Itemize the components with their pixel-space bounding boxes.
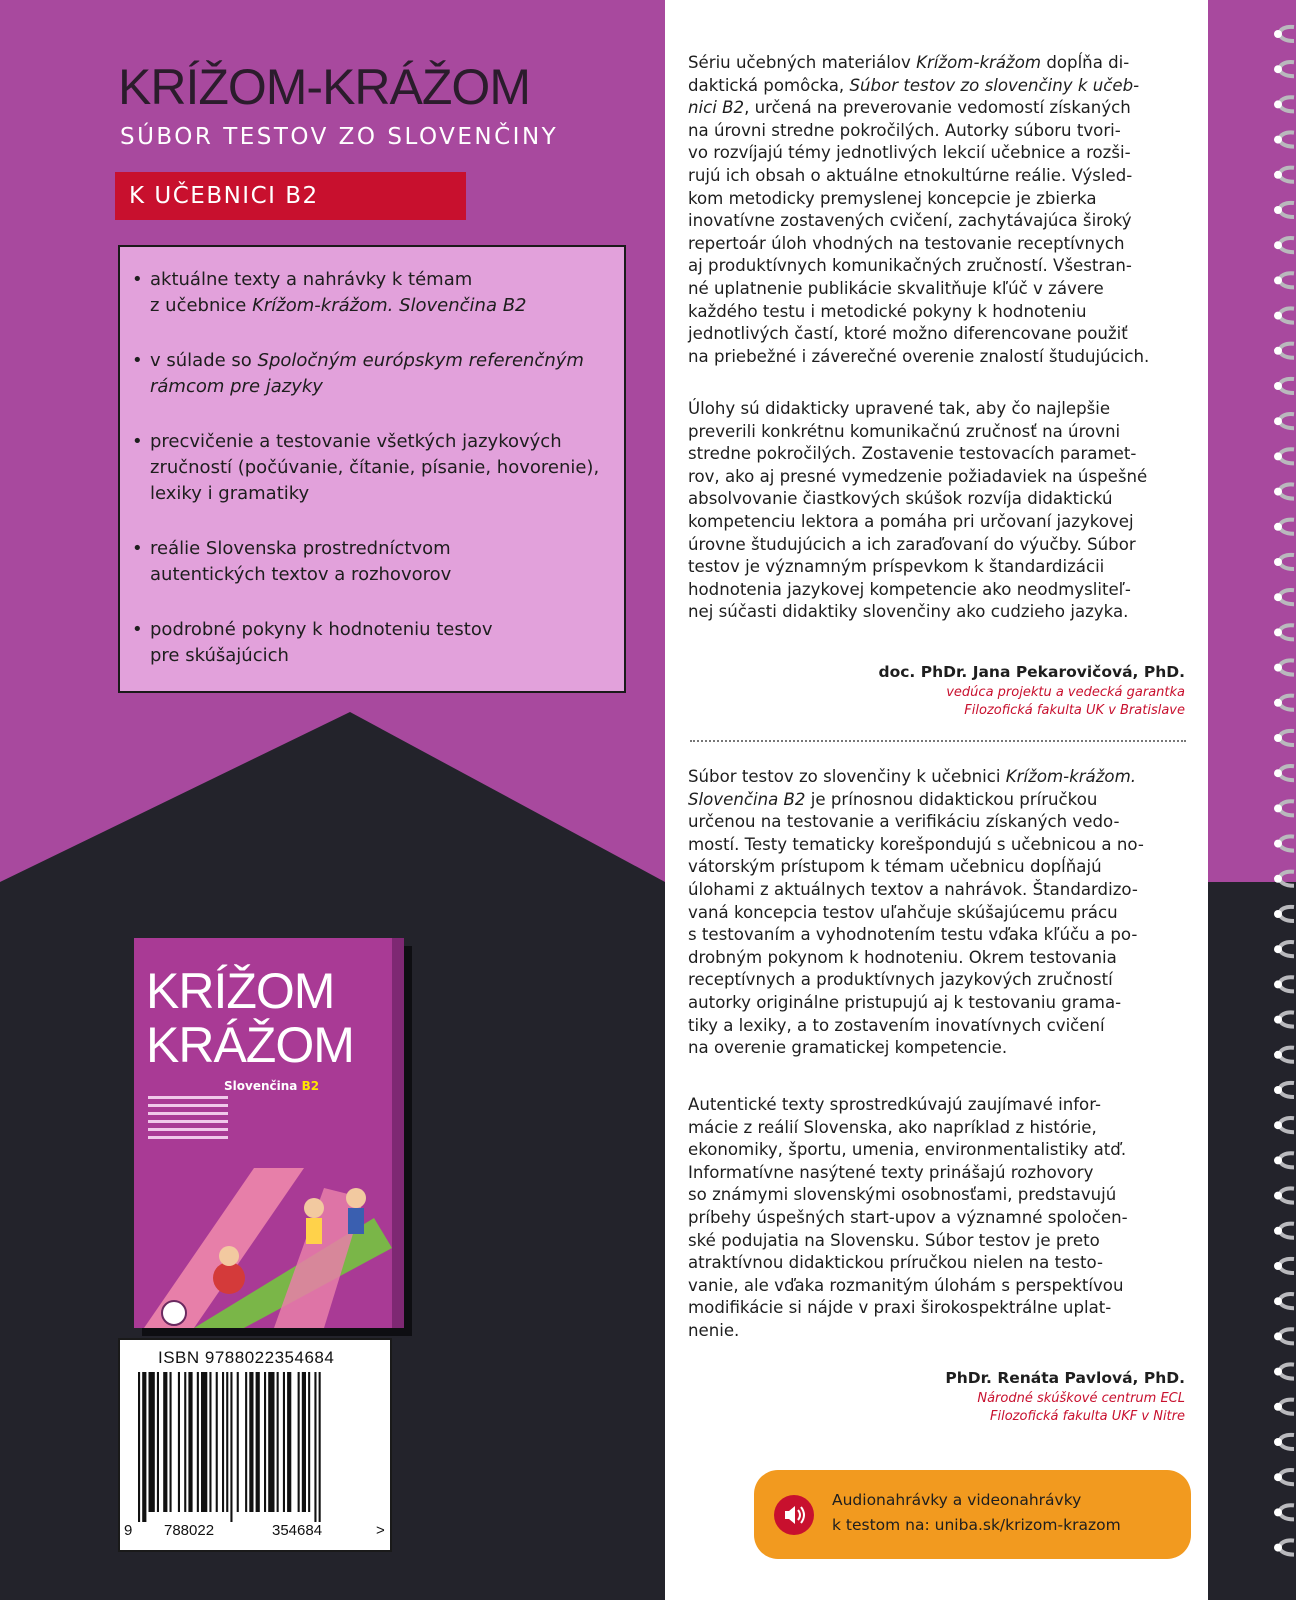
barcode-bar — [209, 1372, 211, 1512]
text-line — [688, 789, 1185, 812]
book-subtitle-main: Slovenčina — [224, 1079, 302, 1093]
bullet-item — [132, 429, 624, 507]
barcode-digits-end: > — [376, 1522, 385, 1539]
text-run: mostí. Testy tematicky korešpondujú s učebnicou a no- — [688, 834, 1144, 854]
barcode-bar — [138, 1372, 140, 1522]
barcode-bar — [287, 1372, 291, 1512]
spiral-hole — [1274, 1086, 1282, 1094]
text-run: podrobné pokyny k hodnoteniu testov — [150, 619, 493, 640]
text-line: testov je významným príspevkom k štandardizácii — [688, 557, 1105, 577]
bullet-line — [150, 348, 624, 374]
bullet-item — [132, 267, 624, 319]
signature-2-role: Národné skúškové centrum ECL — [977, 1391, 1185, 1406]
text-line: Autentické texty sprostredkúvajú zaujímavé infor- — [688, 1095, 1101, 1114]
barcode-digits-right: 354684 — [272, 1522, 323, 1539]
text-run: drobným pokynom k hodnoteniu. Okrem testovania — [688, 947, 1117, 967]
book-title — [146, 964, 354, 1072]
barcode-bar — [188, 1372, 192, 1512]
text-line: absolvovanie čiastkových skúšok rozvíja didaktickú — [688, 489, 1113, 509]
spiral-hole — [1274, 382, 1282, 390]
text-run: jednotlivých častí, ktoré možno diferencovane použiť — [688, 324, 1128, 344]
book-cover — [134, 938, 404, 1328]
text-line — [688, 120, 1185, 143]
isbn-label: ISBN 9788022354684 — [158, 1348, 335, 1367]
text-line — [688, 97, 1185, 120]
spiral-hole — [1274, 417, 1282, 425]
spiral-hole — [1274, 136, 1282, 144]
audio-info-box — [754, 1470, 1191, 1559]
barcode-bar — [249, 1372, 253, 1512]
barcode-bar — [197, 1372, 199, 1512]
spiral-hole — [1274, 276, 1282, 284]
text-line: úrovne študujúcich a ich zaraďovaní do výučby. Súbor — [688, 534, 1136, 554]
paragraph-authentic — [688, 1094, 1185, 1343]
text-run: aktuálne texty a nahrávky k témam — [150, 269, 473, 290]
text-run: úlohami z aktuálnych textov a nahrávok. Štandardizo- — [688, 879, 1138, 899]
text-run: kom metodicky premyslenej koncepcie je zbierka — [688, 188, 1097, 208]
spiral-hole — [1274, 65, 1282, 73]
spiral-hole — [1274, 1016, 1282, 1024]
audio-info-line2[interactable]: k testom na: uniba.sk/krizom-krazom — [832, 1516, 1121, 1534]
text-line — [688, 233, 1185, 256]
text-line — [688, 52, 1185, 75]
spiral-hole — [1274, 734, 1282, 742]
text-line: atraktívnou didaktickou príručkou nielen na testo- — [688, 1253, 1103, 1273]
barcode-bar — [314, 1372, 316, 1522]
text-line: príbehy úspešných start-upov a významné spoločen- — [688, 1207, 1128, 1227]
text-run: repertoár úloh vhodných na testovanie receptívnych — [688, 233, 1125, 253]
bullet-item — [132, 536, 624, 588]
spiral-hole — [1274, 100, 1282, 108]
spiral-hole — [1274, 1473, 1282, 1481]
text-run: v súlade so — [150, 350, 258, 371]
text-line — [688, 1015, 1185, 1038]
spiral-hole — [1274, 1544, 1282, 1552]
paragraph-summary — [688, 766, 1185, 1060]
book-title-line1: KRÍŽOM — [146, 963, 335, 1019]
text-line — [688, 1037, 1185, 1060]
barcode-bar — [302, 1372, 306, 1512]
text-line: stredne pokročilých. Zostavenie testovacích paramet- — [688, 444, 1137, 464]
text-run: na overenie gramatickej kompetencie. — [688, 1038, 1008, 1058]
signature-1-name: doc. PhDr. Jana Pekarovičová, PhD. — [878, 663, 1185, 681]
bullet-line — [150, 293, 624, 319]
bullet-line — [150, 643, 624, 669]
text-run: každého testu i metodické pokyny k hodnoteniu — [688, 301, 1087, 321]
spiral-hole — [1274, 1438, 1282, 1446]
spiral-hole — [1274, 875, 1282, 883]
text-line — [688, 947, 1185, 970]
text-run: rujú ich obsah o aktuálne etnokultúrne reálie. Výsled- — [688, 165, 1133, 185]
text-line: ekonomiky, športu, umenia, environmentalistiky atď. — [688, 1140, 1127, 1160]
barcode-bar — [178, 1372, 180, 1512]
barcode-digit-first: 9 — [124, 1522, 133, 1539]
spiral-hole — [1274, 558, 1282, 566]
signature-2-institution: Filozofická fakulta UKF v Nitre — [990, 1409, 1185, 1424]
book-subtitle — [224, 1079, 319, 1093]
text-line: ské podujatia na Slovensku. Súbor testov je preto — [688, 1230, 1100, 1250]
barcode-bar — [170, 1372, 172, 1512]
barcode-bar — [256, 1372, 260, 1512]
bullet-line — [150, 536, 624, 562]
text-line: Úlohy sú didakticky upravené tak, aby čo najlepšie — [688, 399, 1111, 418]
audio-info-text — [832, 1488, 1121, 1538]
page-title: KRÍŽOM-KRÁŽOM — [118, 59, 530, 115]
signature-1-institution: Filozofická fakulta UK v Bratislave — [964, 703, 1185, 718]
text-run: aj produktívnych komunikačných zručností. Všestran- — [688, 256, 1132, 276]
text-line: hodnotenia jazykovej kompetencie ako neodmysliteľ- — [688, 579, 1131, 599]
divider — [690, 740, 1186, 742]
text-line: Informatívne nasýtené texty prinášajú rozhovory — [688, 1162, 1094, 1182]
spiral-hole — [1274, 1121, 1282, 1129]
text-line: vanie, ale vďaka rozmanitým úlohám s perspektívou — [688, 1275, 1124, 1295]
spiral-hole — [1274, 1403, 1282, 1411]
text-line — [688, 992, 1185, 1015]
spiral-hole — [1274, 312, 1282, 320]
text-run: tiky a lexiky, a to zostavením inovatívnych cvičení — [688, 1015, 1105, 1035]
spiral-binding — [1268, 20, 1296, 1590]
spiral-hole — [1274, 804, 1282, 812]
spiral-hole — [1274, 628, 1282, 636]
speaker-icon — [774, 1495, 814, 1535]
bullet-line — [150, 455, 624, 481]
spiral-hole — [1274, 910, 1282, 918]
barcode-bar — [264, 1372, 266, 1512]
text-line: mácie z reálií Slovenska, ako napríklad z histórie, — [688, 1117, 1097, 1137]
spiral-hole — [1274, 1156, 1282, 1164]
text-run: Krížom-krážom — [916, 53, 1042, 72]
book-illustration — [134, 1128, 392, 1328]
text-run: na úrovni stredne pokročilých. Autorky súboru tvori- — [688, 120, 1121, 140]
text-run: rámcom pre jazyky — [150, 376, 323, 397]
text-run: zručností (počúvanie, čítanie, písanie, hovorenie), — [150, 457, 600, 478]
features-box — [118, 245, 626, 693]
spiral-hole — [1274, 171, 1282, 179]
spiral-hole — [1274, 699, 1282, 707]
text-line — [688, 142, 1185, 165]
barcode — [118, 1338, 392, 1552]
spiral-hole — [1274, 664, 1282, 672]
text-run: daktická pomôcka, — [688, 75, 850, 95]
paragraph-intro — [688, 52, 1185, 368]
barcode-bar — [245, 1372, 247, 1512]
signature-1-role: vedúca projektu a vedecká garantka — [946, 685, 1185, 700]
text-run: vo rozvíjajú témy jednotlivých lekcií učebnice a rozši- — [688, 143, 1131, 163]
text-line — [688, 766, 1185, 789]
spiral-hole — [1274, 1051, 1282, 1059]
barcode-bar — [277, 1372, 279, 1512]
text-line: rov, ako aj presné vymedzenie požiadaviek na úspešné — [688, 466, 1148, 486]
audio-info-line1: Audionahrávky a videonahrávky — [832, 1491, 1082, 1509]
spiral-hole — [1274, 30, 1282, 38]
text-line: nenie. — [688, 1320, 740, 1340]
signature-2 — [840, 1366, 1185, 1426]
text-run: určenou na testovanie a verifikáciu získaných vedo- — [688, 812, 1120, 832]
text-line: so známymi slovenskými osobnosťami, predstavujú — [688, 1185, 1117, 1205]
text-run: , určená na preverovanie vedomostí získaných — [744, 98, 1131, 118]
barcode-bar — [237, 1372, 239, 1512]
barcode-bar — [216, 1372, 218, 1512]
barcode-bar — [163, 1372, 167, 1512]
text-run: Krížom-krážom. Slovenčina B2 — [252, 295, 527, 316]
barcode-bar — [298, 1372, 300, 1512]
text-run: precvičenie a testovanie všetkých jazykových — [150, 431, 562, 452]
spiral-hole — [1274, 593, 1282, 601]
spiral-hole — [1274, 1508, 1282, 1516]
text-line: modifikácie si nájde v praxi širokospektrálne uplat- — [688, 1298, 1112, 1318]
signature-2-name: PhDr. Renáta Pavlová, PhD. — [945, 1369, 1185, 1387]
spiral-hole — [1274, 241, 1282, 249]
text-run: inovatívne zostavených cvičení, zachytávajúca široký — [688, 211, 1132, 231]
bullet-line — [150, 481, 624, 507]
text-line — [688, 346, 1185, 369]
bullet-line — [150, 374, 624, 400]
text-line — [688, 902, 1185, 925]
text-line — [688, 210, 1185, 233]
signature-1 — [840, 660, 1185, 720]
text-line — [688, 301, 1185, 324]
text-line: kompetenciu lektora a pomáha pri určovaní jazykovej — [688, 511, 1134, 531]
barcode-bar — [142, 1372, 146, 1522]
text-line: nej súčasti didaktiky slovenčiny ako cudzieho jazyka. — [688, 602, 1129, 622]
text-line — [688, 165, 1185, 188]
spiral-hole — [1274, 523, 1282, 531]
spiral-hole — [1274, 769, 1282, 777]
text-run: reálie Slovenska prostredníctvom — [150, 538, 451, 559]
text-line — [688, 879, 1185, 902]
text-run: autorky originálne pristupujú aj k testovaniu grama- — [688, 992, 1122, 1012]
barcode-bar — [222, 1372, 224, 1512]
text-line — [688, 856, 1185, 879]
text-run: pre skúšajúcich — [150, 645, 289, 666]
text-line — [688, 924, 1185, 947]
barcode-bar — [157, 1372, 159, 1512]
features-list — [120, 247, 624, 669]
text-line — [688, 255, 1185, 278]
text-run: Súbor testov zo slovenčiny k učeb- — [849, 75, 1140, 95]
barcode-bar — [226, 1372, 228, 1512]
book-subtitle-level: B2 — [301, 1079, 320, 1093]
barcode-bars — [134, 1372, 380, 1522]
text-run: Krížom-krážom. — [1005, 767, 1137, 786]
arrow-shape — [0, 700, 665, 890]
spiral-hole — [1274, 206, 1282, 214]
text-run: Slovenčina B2 — [688, 789, 806, 809]
bullet-item — [132, 617, 624, 669]
text-run: je prínosnou didaktickou príručkou — [805, 789, 1098, 809]
spiral-hole — [1274, 1192, 1282, 1200]
spiral-hole — [1274, 945, 1282, 953]
text-run: autentických textov a rozhovorov — [150, 564, 452, 585]
spiral-hole — [1274, 1297, 1282, 1305]
text-run: né uplatnenie publikácie skvalitňuje kľúč v závere — [688, 278, 1104, 298]
paragraph-tasks — [688, 398, 1185, 624]
text-run: nici B2 — [688, 98, 745, 118]
bullet-line — [150, 562, 624, 588]
spiral-hole — [1274, 1332, 1282, 1340]
text-run: vaná koncepcia testov uľahčuje skúšajúcemu prácu — [688, 902, 1118, 922]
book-title-line2: KRÁŽOM — [146, 1017, 354, 1073]
text-run: vátorským prístupom k témam učebnicu dopĺňajú — [688, 857, 1102, 877]
spiral-hole — [1274, 1227, 1282, 1235]
barcode-bar — [201, 1372, 207, 1512]
spiral-hole — [1274, 1262, 1282, 1270]
text-run: receptívnych a produktívnych jazykových zručností — [688, 970, 1113, 990]
barcode-bar — [184, 1372, 186, 1512]
spiral-hole — [1274, 347, 1282, 355]
text-run: Sériu učebných materiálov — [688, 53, 917, 72]
text-run: lexiky i gramatiky — [150, 483, 310, 504]
barcode-digits-left: 788022 — [164, 1522, 215, 1539]
barcode-bar — [230, 1372, 232, 1522]
barcode-bar — [308, 1372, 310, 1512]
spiral-hole — [1274, 980, 1282, 988]
text-line — [688, 969, 1185, 992]
text-line — [688, 188, 1185, 211]
bullet-line — [150, 429, 624, 455]
spiral-hole — [1274, 840, 1282, 848]
book-spine — [392, 938, 404, 1328]
barcode-bar — [149, 1372, 155, 1512]
barcode-bar — [283, 1372, 285, 1512]
bullet-line — [150, 267, 624, 293]
text-run: z učebnice — [150, 295, 253, 316]
text-run: s testovaním a vyhodnotením testu vďaka kľúču a po- — [688, 925, 1138, 945]
barcode-bar — [268, 1372, 274, 1512]
bullet-line — [150, 617, 624, 643]
text-line — [688, 278, 1185, 301]
level-label: K UČEBNICI B2 — [115, 172, 466, 220]
text-line — [688, 323, 1185, 346]
text-run: na priebežné i záverečné overenie znalostí študujúcich. — [688, 346, 1150, 366]
text-line — [688, 811, 1185, 834]
page-subtitle: SÚBOR TESTOV ZO SLOVENČINY — [120, 124, 559, 150]
text-run: Súbor testov zo slovenčiny k učebnici — [688, 767, 1006, 786]
spiral-hole — [1274, 452, 1282, 460]
barcode-bar — [319, 1372, 321, 1522]
spiral-hole — [1274, 488, 1282, 496]
text-line: preverili konkrétnu komunikačnú zručnosť na úrovni — [688, 421, 1121, 441]
text-line — [688, 834, 1185, 857]
text-run: Spoločným európskym referenčným — [257, 350, 584, 371]
text-line — [688, 75, 1185, 98]
bullet-item — [132, 348, 624, 400]
spiral-hole — [1274, 1368, 1282, 1376]
text-run: dopĺňa di- — [1041, 53, 1130, 72]
